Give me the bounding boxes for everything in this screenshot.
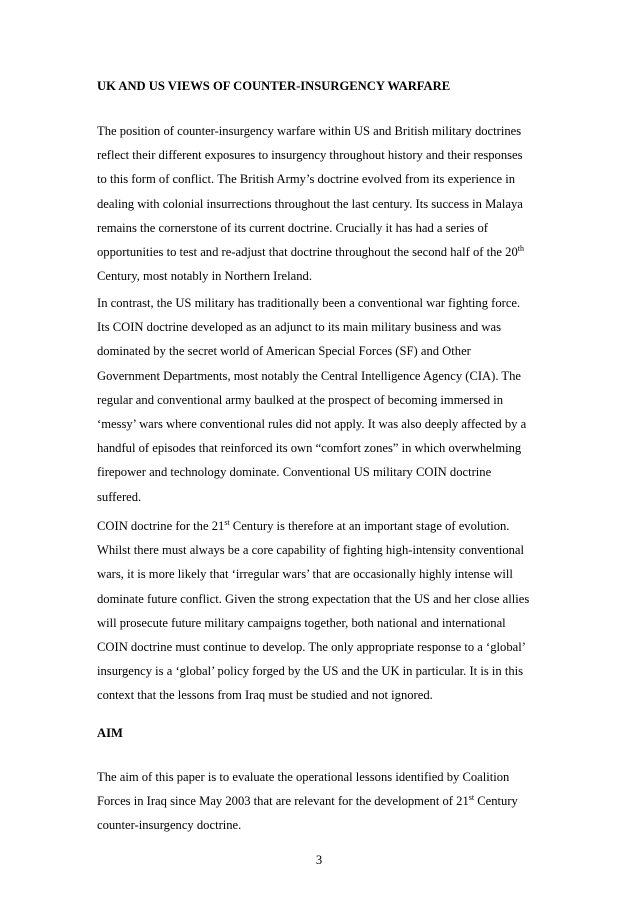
- text-line: to this form of conflict. The British Army’s doctrine evolved from its experience in: [97, 172, 516, 187]
- paragraph-coin-doctrine: [97, 518, 557, 712]
- text-line: dominated by the secret world of American Special Forces (SF) and Other: [97, 344, 471, 359]
- text-line: remains the cornerstone of its current doctrine. Crucially it has had a series of: [97, 220, 488, 235]
- text-line: [97, 244, 557, 268]
- text-line: COIN doctrine must continue to develop. The only appropriate response to a ‘global’: [97, 639, 526, 654]
- text-segment: COIN doctrine for the 21: [97, 519, 225, 533]
- text-line: dominate future conflict. Given the strong expectation that the US and her close allies: [97, 591, 530, 606]
- text-line: insurgency is a ‘global’ policy forged by the US and the UK in particular. It is in this: [97, 664, 524, 679]
- text-line: counter-insurgency doctrine.: [97, 818, 242, 833]
- page-number: 3: [315, 853, 323, 867]
- text-line: reflect their different exposures to insurgency throughout history and their responses: [97, 148, 523, 163]
- text-segment: Century is therefore at an important stage of evolution.: [229, 519, 510, 533]
- paragraph-us-military: [97, 295, 557, 513]
- section-heading-aim: AIM: [97, 726, 123, 740]
- text-segment: opportunities to test and re-adjust that doctrine throughout the second half of the 20: [97, 244, 518, 259]
- text-line: Century, most notably in Northern Ireland.: [97, 269, 312, 284]
- text-line: firepower and technology dominate. Conventional US military COIN doctrine: [97, 465, 492, 480]
- text-line: The position of counter-insurgency warfare within US and British military doctrines: [97, 124, 522, 138]
- text-line: ‘messy’ wars where conventional rules did not apply. It was also deeply affected by a: [97, 416, 527, 431]
- text-line: dealing with colonial insurrections throughout the last century. Its success in Malaya: [97, 196, 523, 211]
- text-segment: Forces in Iraq since May 2003 that are relevant for the development of 21: [97, 794, 469, 809]
- text-line: context that the lessons from Iraq must be studied and not ignored.: [97, 688, 433, 703]
- text-line: Whilst there must always be a core capability of fighting high-intensity conventional: [97, 543, 525, 558]
- superscript: st: [468, 793, 475, 803]
- text-line: Government Departments, most notably the Central Intelligence Agency (CIA). The: [97, 368, 521, 383]
- paragraph-aim: [97, 769, 557, 842]
- text-line: The aim of this paper is to evaluate the operational lessons identified by Coalition: [97, 770, 510, 784]
- text-segment: Century: [474, 794, 518, 809]
- text-line: wars, it is more likely that ‘irregular wars’ that are occasionally highly intense will: [97, 567, 513, 582]
- text-line: handful of episodes that reinforced its own “comfort zones” in which overwhelming: [97, 441, 522, 456]
- section-heading-uk-us-views: UK AND US VIEWS OF COUNTER-INSURGENCY WARFARE: [97, 79, 451, 93]
- superscript: th: [517, 243, 524, 253]
- text-line: Its COIN doctrine developed as an adjunct to its main military business and was: [97, 320, 501, 335]
- text-line: regular and conventional army baulked at the prospect of becoming immersed in: [97, 392, 504, 407]
- text-line: [97, 793, 557, 817]
- text-line: [97, 518, 557, 542]
- text-line: suffered.: [97, 489, 142, 504]
- superscript: st: [224, 518, 230, 527]
- text-line: will prosecute future military campaigns together, both national and international: [97, 615, 506, 630]
- text-line: In contrast, the US military has traditionally been a conventional war fighting force.: [97, 296, 521, 310]
- paragraph-doctrine-position: [97, 123, 557, 292]
